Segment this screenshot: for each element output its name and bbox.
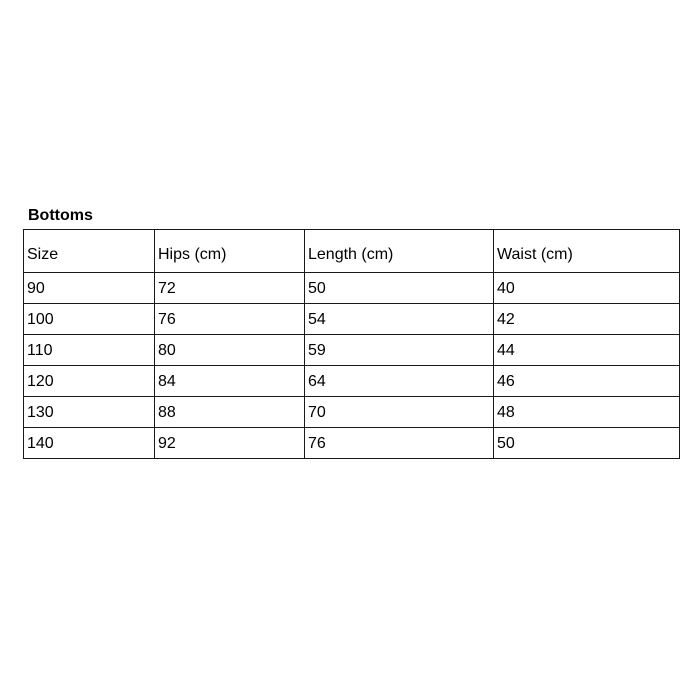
header-hips: Hips (cm)	[155, 230, 305, 273]
cell-waist: 46	[494, 366, 680, 397]
table-body	[24, 273, 680, 459]
cell-size: 100	[24, 304, 155, 335]
cell-length: 59	[305, 335, 494, 366]
cell-hips: 80	[155, 335, 305, 366]
cell-size: 140	[24, 428, 155, 459]
cell-size: 120	[24, 366, 155, 397]
cell-hips: 76	[155, 304, 305, 335]
cell-length: 64	[305, 366, 494, 397]
cell-length: 54	[305, 304, 494, 335]
cell-waist: 40	[494, 273, 680, 304]
table-row	[24, 335, 680, 366]
table-row	[24, 428, 680, 459]
cell-length: 70	[305, 397, 494, 428]
cell-hips: 72	[155, 273, 305, 304]
cell-hips: 88	[155, 397, 305, 428]
cell-waist: 50	[494, 428, 680, 459]
cell-hips: 84	[155, 366, 305, 397]
cell-hips: 92	[155, 428, 305, 459]
table-header	[24, 230, 680, 273]
cell-length: 76	[305, 428, 494, 459]
cell-size: 90	[24, 273, 155, 304]
table-row	[24, 273, 680, 304]
table-row	[24, 397, 680, 428]
header-size: Size	[24, 230, 155, 273]
size-table	[23, 229, 680, 459]
header-waist: Waist (cm)	[494, 230, 680, 273]
cell-size: 110	[24, 335, 155, 366]
cell-waist: 48	[494, 397, 680, 428]
header-length: Length (cm)	[305, 230, 494, 273]
cell-length: 50	[305, 273, 494, 304]
table-title: Bottoms	[28, 207, 93, 224]
cell-waist: 44	[494, 335, 680, 366]
table-row	[24, 366, 680, 397]
table-row	[24, 304, 680, 335]
cell-size: 130	[24, 397, 155, 428]
cell-waist: 42	[494, 304, 680, 335]
header-row	[24, 230, 680, 273]
